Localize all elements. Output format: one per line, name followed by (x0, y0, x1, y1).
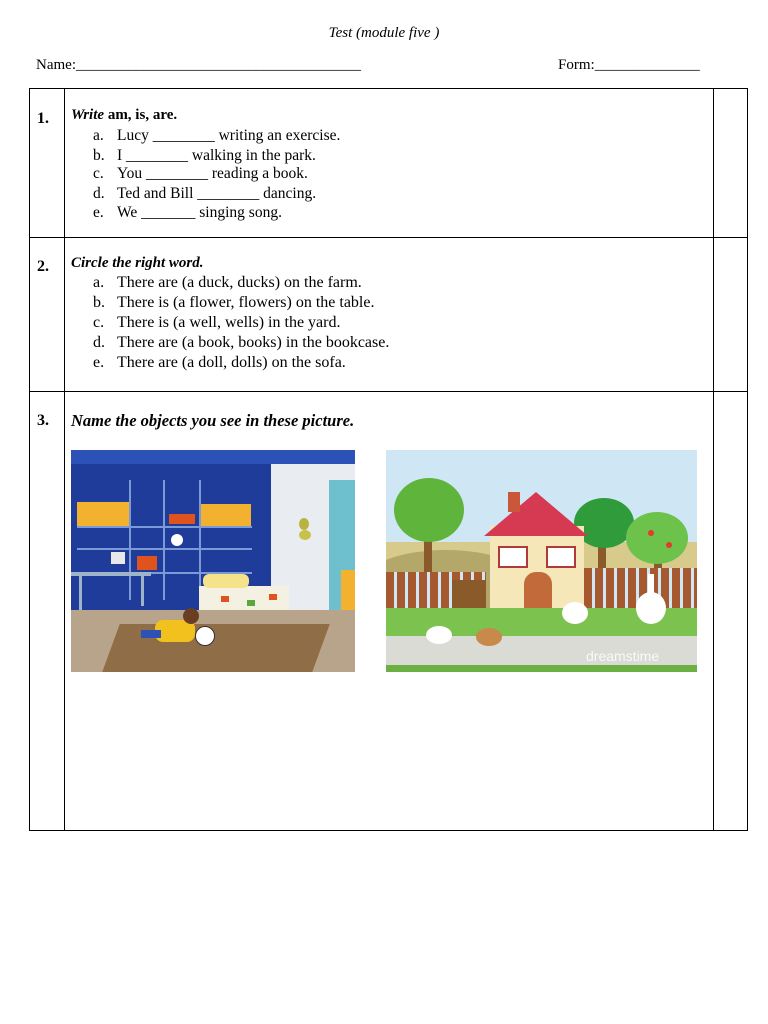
question-1-heading-italic: Write (71, 107, 105, 123)
question-1-heading-rest: am, is, are. (104, 107, 178, 123)
list-item (93, 203, 340, 223)
item-letter: e. (93, 354, 105, 371)
watermark-text: dreamstime (586, 648, 660, 664)
number-column-divider (64, 89, 65, 830)
question-1-items (93, 126, 340, 223)
item-letter: d. (93, 334, 105, 351)
question-2-heading: Circle the right word. (71, 255, 204, 271)
item-letter: a. (93, 274, 105, 291)
item-text: I ________ walking in the park. (117, 146, 316, 164)
bedroom-photo (71, 450, 355, 672)
list-item (93, 164, 340, 184)
name-blank: ______________________________________ (75, 57, 361, 73)
item-text: Lucy ________ writing an exercise. (117, 127, 341, 144)
question-3-number: 3. (37, 412, 49, 429)
item-text: There is (a flower, flowers) on the table. (117, 294, 375, 311)
item-letter: b. (93, 146, 105, 164)
item-letter: b. (93, 294, 105, 311)
list-item (93, 126, 340, 146)
list-item (93, 184, 340, 204)
question-1-heading (71, 107, 177, 124)
farm-illustration (386, 450, 697, 672)
question-2-items (93, 273, 389, 373)
form-field[interactable] (558, 57, 700, 74)
list-item (93, 313, 389, 333)
list-item (93, 353, 389, 373)
list-item (93, 333, 389, 353)
list-item (93, 293, 389, 313)
question-2-number: 2. (37, 258, 49, 275)
list-item (93, 146, 340, 166)
test-table (29, 88, 748, 831)
question-1-number: 1. (37, 110, 49, 127)
item-text: Ted and Bill ________ dancing. (117, 184, 317, 202)
item-text: There are (a book, books) in the bookcase. (117, 334, 390, 351)
item-text: There are (a doll, dolls) on the sofa. (117, 354, 346, 371)
item-letter: d. (93, 184, 105, 202)
question-3-heading: Name the objects you see in these picture. (71, 411, 355, 430)
item-text: There is (a well, wells) in the yard. (117, 314, 341, 331)
item-letter: c. (93, 314, 105, 331)
row-divider (30, 237, 747, 238)
item-text: We _______ singing song. (117, 204, 282, 221)
form-blank: ______________ (594, 57, 700, 73)
item-letter: e. (93, 204, 104, 221)
item-text: There are (a duck, ducks) on the farm. (117, 274, 362, 291)
name-field[interactable] (36, 57, 361, 74)
item-letter: a. (93, 127, 104, 144)
item-text: You ________ reading a book. (117, 165, 308, 182)
row-divider (30, 391, 747, 392)
item-letter: c. (93, 165, 104, 182)
page-title: Test (module five ) (328, 25, 440, 41)
name-label: Name: (36, 57, 76, 73)
score-column-divider (713, 89, 714, 830)
list-item (93, 273, 389, 293)
form-label: Form: (558, 57, 595, 73)
